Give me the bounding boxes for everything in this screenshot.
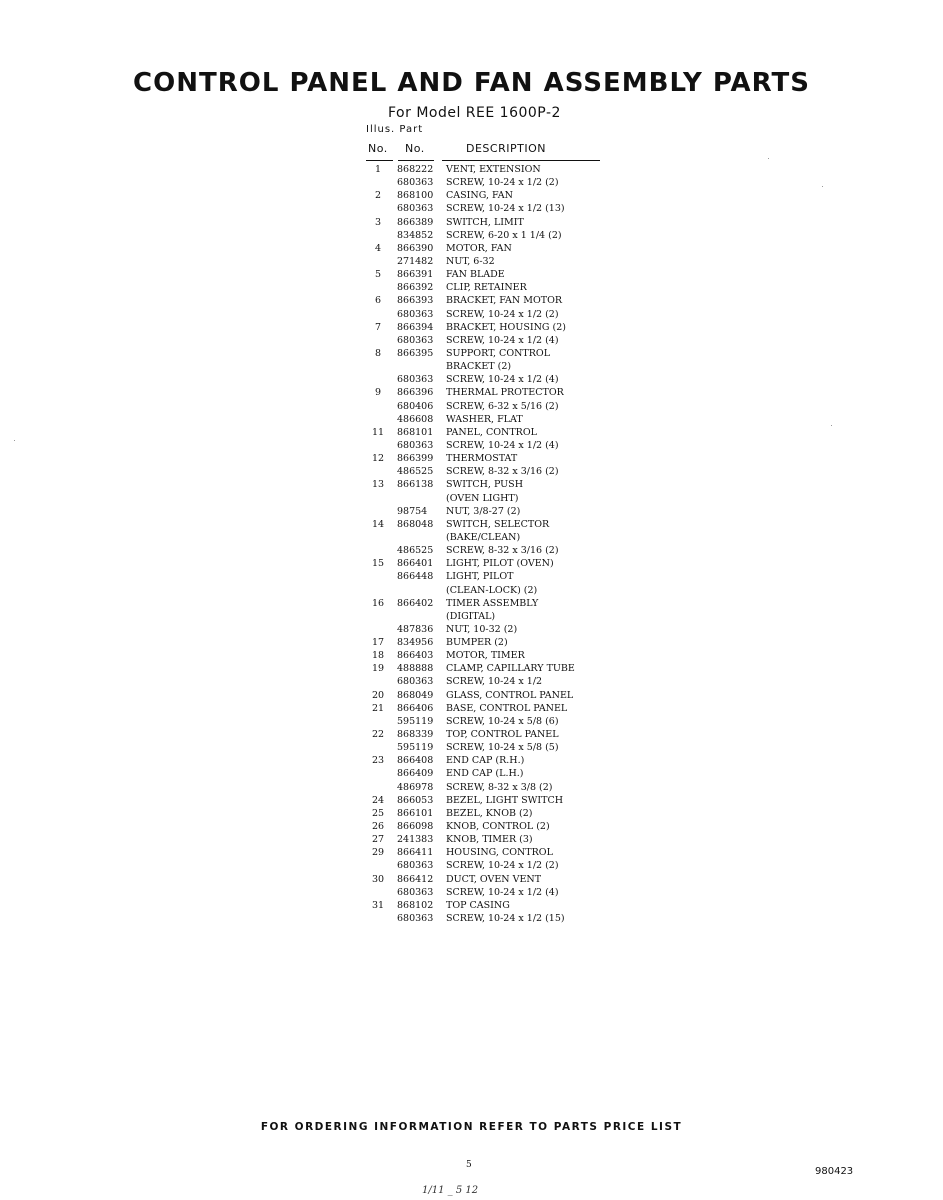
table-row: [366, 321, 606, 334]
illus-number: 23: [371, 755, 385, 767]
part-number: 866393: [397, 295, 434, 307]
table-row: [366, 702, 606, 715]
table-row: [366, 741, 606, 754]
part-description: END CAP (R.H.): [446, 755, 525, 767]
illus-number: 1: [374, 164, 382, 175]
illus-number: 4: [374, 242, 382, 254]
table-row: [366, 715, 606, 728]
part-description: SCREW, 10-24 x 1/2 (13): [446, 203, 565, 215]
scan-speck: [822, 186, 823, 187]
illus-number: 22: [371, 729, 385, 741]
illus-number: 13: [371, 479, 385, 491]
part-description: SCREW, 10-24 x 1/2 (15): [446, 913, 565, 925]
part-number: 868100: [397, 190, 434, 202]
part-description: CLIP, RETAINER: [446, 282, 527, 294]
part-description: (CLEAN-LOCK) (2): [446, 584, 538, 596]
illus-number: 3: [374, 216, 382, 228]
ordering-info-footer: FOR ORDERING INFORMATION REFER TO PARTS PRICE LIST: [260, 1121, 683, 1133]
illus-number: 12: [371, 453, 385, 465]
part-description: SCREW, 10-24 x 1/2 (4): [446, 886, 559, 898]
part-description: SCREW, 10-24 x 1/2 (2): [446, 860, 559, 872]
illus-number: 20: [371, 689, 385, 701]
part-number: 680363: [397, 203, 434, 215]
header-underline: [366, 160, 393, 161]
part-description: BRACKET, HOUSING (2): [446, 321, 566, 333]
table-row: [366, 439, 606, 452]
part-description: CASING, FAN: [446, 190, 513, 202]
table-row: [366, 373, 606, 386]
part-description: TOP, CONTROL PANEL: [446, 729, 559, 741]
part-number: 595119: [397, 715, 434, 727]
scan-speck: [768, 158, 769, 159]
part-description: SCREW, 10-24 x 1/2 (2): [446, 308, 559, 320]
table-row: [366, 886, 606, 899]
illus-number: 21: [371, 702, 385, 714]
table-row: [366, 281, 606, 294]
part-description: HOUSING, CONTROL: [446, 847, 553, 859]
table-row: [366, 899, 606, 912]
part-number: 868049: [397, 689, 434, 701]
table-row: [366, 794, 606, 807]
part-description: SWITCH, LIMIT: [446, 216, 524, 228]
illus-number: 16: [371, 597, 385, 609]
model-subtitle: For Model REE 1600P-2: [388, 105, 561, 121]
part-description: SCREW, 8-32 x 3/16 (2): [446, 466, 559, 478]
part-description: (OVEN LIGHT): [446, 492, 519, 504]
illus-number: 14: [371, 518, 385, 530]
part-description: END CAP (L.H.): [446, 768, 524, 780]
part-description: SUPPORT, CONTROL: [446, 347, 551, 359]
part-number: 866138: [397, 479, 434, 491]
header-underline: [398, 160, 434, 161]
part-number: 680363: [397, 913, 434, 925]
table-row: [366, 873, 606, 886]
part-number: 680363: [397, 308, 434, 320]
table-row: [366, 570, 606, 583]
part-description: SCREW, 6-20 x 1 1/4 (2): [446, 229, 562, 241]
part-number: 680363: [397, 886, 434, 898]
illus-number: 19: [371, 663, 385, 675]
column-header-illus-part: Illus. Part: [366, 124, 424, 135]
handwritten-note: 1/11 _ 5 12: [422, 1185, 479, 1196]
table-row: [366, 781, 606, 794]
part-number: 868048: [397, 518, 434, 530]
table-row: [366, 649, 606, 662]
part-number: 595119: [397, 742, 434, 754]
table-row: [366, 492, 606, 505]
part-number: 680363: [397, 676, 434, 688]
table-row: [366, 912, 606, 925]
part-description: CLAMP, CAPILLARY TUBE: [446, 663, 575, 675]
table-row: [366, 557, 606, 570]
part-description: FAN BLADE: [446, 269, 505, 281]
table-row: [366, 347, 606, 360]
part-description: (DIGITAL): [446, 610, 496, 622]
table-row: [366, 163, 606, 176]
part-number: 98754: [397, 505, 428, 517]
part-number: 866098: [397, 821, 434, 833]
illus-number: 27: [371, 834, 385, 846]
column-header-part-no: No.: [405, 142, 425, 155]
table-row: [366, 268, 606, 281]
table-row: [366, 216, 606, 229]
page-number: 5: [466, 1160, 472, 1170]
part-number: 866399: [397, 453, 434, 465]
part-number: 487836: [397, 623, 434, 635]
table-row: [366, 308, 606, 321]
table-row: [366, 465, 606, 478]
table-row: [366, 386, 606, 399]
part-number: 866390: [397, 242, 434, 254]
illus-number: 7: [374, 321, 382, 333]
part-description: SCREW, 8-32 x 3/16 (2): [446, 545, 559, 557]
parts-list: [366, 163, 606, 925]
illus-number: 24: [371, 794, 385, 806]
part-number: 866391: [397, 269, 434, 281]
part-description: MOTOR, FAN: [446, 242, 512, 254]
part-description: BEZEL, KNOB (2): [446, 807, 533, 819]
part-number: 680363: [397, 860, 434, 872]
part-description: LIGHT, PILOT (OVEN): [446, 558, 554, 570]
part-number: 866406: [397, 702, 434, 714]
part-description: SCREW, 10-24 x 1/2 (4): [446, 439, 559, 451]
table-row: [366, 859, 606, 872]
part-number: 866394: [397, 321, 434, 333]
table-row: [366, 255, 606, 268]
part-number: 241383: [397, 834, 434, 846]
table-row: [366, 754, 606, 767]
illus-number: 2: [374, 190, 382, 202]
table-row: [366, 675, 606, 688]
part-description: BUMPER (2): [446, 637, 508, 649]
part-number: 680406: [397, 400, 434, 412]
part-description: KNOB, TIMER (3): [446, 834, 533, 846]
part-number: 866053: [397, 794, 434, 806]
table-row: [366, 334, 606, 347]
part-number: 866408: [397, 755, 434, 767]
part-number: 868222: [397, 164, 434, 175]
part-description: PANEL, CONTROL: [446, 426, 537, 438]
part-description: WASHER, FLAT: [446, 413, 523, 425]
illus-number: 31: [371, 899, 385, 911]
table-row: [366, 623, 606, 636]
part-number: 680363: [397, 374, 434, 386]
part-number: 486525: [397, 545, 434, 557]
column-header-description: DESCRIPTION: [466, 142, 546, 155]
table-row: [366, 294, 606, 307]
part-number: 680363: [397, 439, 434, 451]
part-number: 866389: [397, 216, 434, 228]
part-description: BEZEL, LIGHT SWITCH: [446, 794, 564, 806]
part-number: 868102: [397, 899, 434, 911]
part-description: SCREW, 10-24 x 1/2: [446, 676, 543, 688]
part-number: 866448: [397, 571, 434, 583]
part-description: BRACKET, FAN MOTOR: [446, 295, 563, 307]
part-number: 868101: [397, 426, 434, 438]
part-description: KNOB, CONTROL (2): [446, 821, 550, 833]
part-description: NUT, 3/8-27 (2): [446, 505, 521, 517]
table-row: [366, 807, 606, 820]
part-description: LIGHT, PILOT: [446, 571, 514, 583]
table-row: [366, 242, 606, 255]
illus-number: 17: [371, 637, 385, 649]
part-number: 866411: [397, 847, 434, 859]
part-number: 866401: [397, 558, 434, 570]
illus-number: 29: [371, 847, 385, 859]
part-description: TIMER ASSEMBLY: [446, 597, 539, 609]
part-number: 866409: [397, 768, 434, 780]
illus-number: 25: [371, 807, 385, 819]
table-row: [366, 544, 606, 557]
part-description: BRACKET (2): [446, 361, 512, 373]
part-number: 866402: [397, 597, 434, 609]
table-row: [366, 636, 606, 649]
part-description: SCREW, 8-32 x 3/8 (2): [446, 781, 553, 793]
table-row: [366, 176, 606, 189]
table-row: [366, 833, 606, 846]
scan-speck: [14, 440, 15, 441]
part-number: 486978: [397, 781, 434, 793]
illus-number: 9: [374, 387, 382, 399]
table-row: [366, 229, 606, 242]
illus-number: 18: [371, 650, 385, 662]
part-number: 866392: [397, 282, 434, 294]
table-row: [366, 505, 606, 518]
part-description: VENT, EXTENSION: [446, 164, 541, 175]
part-number: 834852: [397, 229, 434, 241]
illus-number: 8: [374, 347, 382, 359]
part-number: 486525: [397, 466, 434, 478]
part-description: SCREW, 10-24 x 1/2 (2): [446, 177, 559, 189]
table-row: [366, 728, 606, 741]
part-description: SCREW, 10-24 x 1/2 (4): [446, 334, 559, 346]
part-number: 271482: [397, 255, 434, 267]
table-row: [366, 689, 606, 702]
page-title: CONTROL PANEL AND FAN ASSEMBLY PARTS: [133, 68, 810, 98]
table-row: [366, 531, 606, 544]
part-number: 866395: [397, 347, 434, 359]
part-number: 866403: [397, 650, 434, 662]
part-number: 834956: [397, 637, 434, 649]
part-description: SCREW, 10-24 x 5/8 (5): [446, 742, 559, 754]
header-underline: [442, 160, 600, 161]
part-description: GLASS, CONTROL PANEL: [446, 689, 574, 701]
illus-number: 6: [374, 295, 382, 307]
table-row: [366, 202, 606, 215]
table-row: [366, 360, 606, 373]
illus-number: 15: [371, 558, 385, 570]
table-row: [366, 189, 606, 202]
table-row: [366, 597, 606, 610]
part-number: 680363: [397, 177, 434, 189]
part-description: NUT, 6-32: [446, 255, 495, 267]
part-description: SWITCH, SELECTOR: [446, 518, 550, 530]
table-row: [366, 413, 606, 426]
part-description: SCREW, 6-32 x 5/16 (2): [446, 400, 559, 412]
illus-number: 26: [371, 821, 385, 833]
part-description: BASE, CONTROL PANEL: [446, 702, 568, 714]
table-row: [366, 426, 606, 439]
part-description: DUCT, OVEN VENT: [446, 873, 542, 885]
part-number: 488888: [397, 663, 434, 675]
part-description: (BAKE/CLEAN): [446, 531, 521, 543]
part-number: 866412: [397, 873, 434, 885]
part-description: NUT, 10-32 (2): [446, 623, 518, 635]
part-number: 866396: [397, 387, 434, 399]
table-row: [366, 478, 606, 491]
part-number: 680363: [397, 334, 434, 346]
illus-number: 30: [371, 873, 385, 885]
part-description: MOTOR, TIMER: [446, 650, 525, 662]
part-number: 486608: [397, 413, 434, 425]
table-row: [366, 452, 606, 465]
table-row: [366, 400, 606, 413]
table-row: [366, 820, 606, 833]
part-description: SCREW, 10-24 x 5/8 (6): [446, 715, 559, 727]
part-description: THERMAL PROTECTOR: [446, 387, 564, 399]
part-number: 866101: [397, 807, 434, 819]
part-description: THERMOSTAT: [446, 453, 518, 465]
part-description: TOP CASING: [446, 899, 510, 911]
part-description: SCREW, 10-24 x 1/2 (4): [446, 374, 559, 386]
table-row: [366, 518, 606, 531]
table-row: [366, 662, 606, 675]
table-row: [366, 767, 606, 780]
scan-speck: [831, 425, 832, 426]
illus-number: 5: [374, 269, 382, 281]
document-number: 980423: [815, 1166, 854, 1177]
table-row: [366, 846, 606, 859]
part-description: SWITCH, PUSH: [446, 479, 523, 491]
table-row: [366, 610, 606, 623]
part-number: 868339: [397, 729, 434, 741]
table-row: [366, 584, 606, 597]
column-header-illus-no: No.: [368, 142, 388, 155]
illus-number: 11: [371, 426, 385, 438]
